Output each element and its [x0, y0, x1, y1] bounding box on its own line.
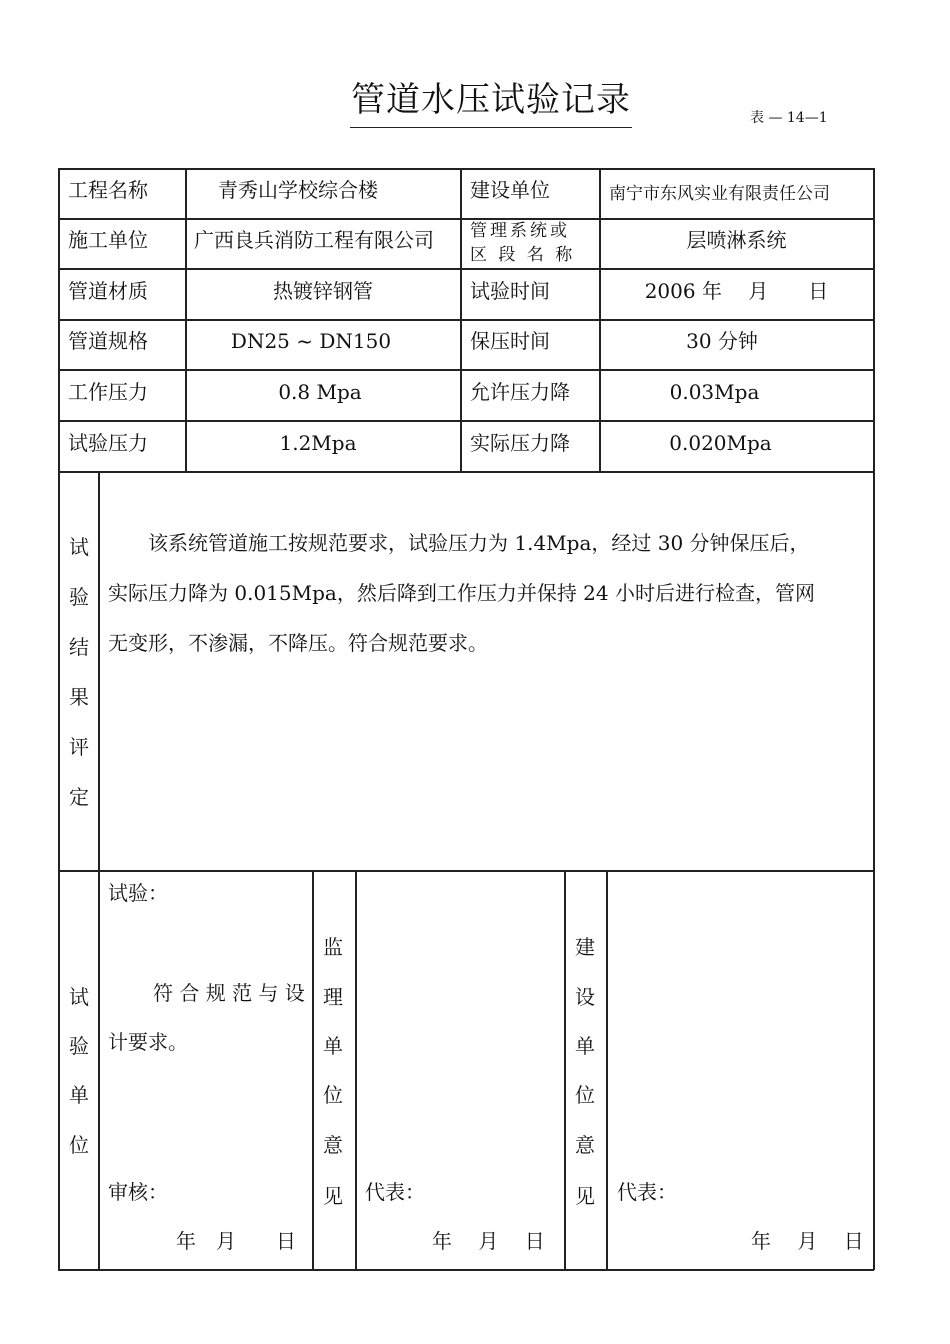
actual-drop-label: 实际压力降: [470, 431, 570, 455]
owner-unit-label: 建设单位: [470, 178, 550, 202]
system-section-label-line1: 管理系统或: [470, 221, 570, 241]
result-text-line: 无变形，不渗漏，不降压。符合规范要求。: [108, 631, 488, 655]
contractor-label: 施工单位: [68, 228, 148, 252]
owner-label-char: 设: [575, 985, 595, 1009]
result-label-char: 试: [69, 535, 89, 559]
owner-label-char: 建: [575, 935, 595, 959]
form-number: 表 — 14—1: [750, 110, 828, 126]
pipe-spec-label: 管道规格: [68, 329, 148, 353]
result-text-line: 实际压力降为 0.015Mpa，然后降到工作压力并保持 24 小时后进行检查，管网: [108, 581, 815, 605]
test-time-value: 2006 年 月 日: [644, 279, 829, 303]
test-date: 年 月 日: [176, 1229, 296, 1253]
result-label-char: 结: [69, 635, 89, 659]
project-name-value: 青秀山学校综合楼: [218, 178, 378, 202]
working-pressure-label: 工作压力: [68, 380, 148, 404]
hold-time-value: 30 分钟: [686, 329, 758, 353]
result-label-char: 定: [69, 785, 89, 809]
actual-drop-value: 0.020Mpa: [669, 431, 772, 455]
conclusion-text: 计要求。: [108, 1030, 188, 1054]
supervisor-representative-label: 代表：: [365, 1180, 425, 1204]
supervisor-label-char: 单: [323, 1034, 343, 1058]
pipe-material-value: 热镀锌钢管: [273, 279, 373, 303]
review-signature-label: 审核：: [108, 1180, 168, 1204]
owner-label-char: 单: [575, 1034, 595, 1058]
owner-representative-label: 代表：: [617, 1180, 677, 1204]
test-time-label: 试验时间: [470, 279, 550, 303]
test-unit-label-char: 单: [69, 1083, 89, 1107]
test-signature-label: 试验：: [108, 881, 168, 905]
hold-time-label: 保压时间: [470, 329, 550, 353]
supervisor-label-char: 监: [323, 935, 343, 959]
conclusion-text: 符 合 规 范 与 设: [153, 981, 305, 1005]
owner-label-char: 意: [575, 1133, 595, 1157]
result-label-char: 评: [69, 735, 89, 759]
system-section-label-line2: 区 段 名 称: [470, 245, 576, 265]
allowed-drop-label: 允许压力降: [470, 380, 570, 404]
pipe-spec-value: DN25 ~ DN150: [230, 329, 392, 353]
test-pressure-label: 试验压力: [68, 431, 148, 455]
owner-label-char: 位: [575, 1083, 595, 1107]
supervisor-date: 年 月 日: [432, 1229, 545, 1253]
pipe-material-label: 管道材质: [68, 279, 148, 303]
supervisor-label-char: 位: [323, 1083, 343, 1107]
owner-unit-value: 南宁市东风实业有限责任公司: [609, 184, 830, 204]
result-label-char: 验: [69, 585, 89, 609]
contractor-value: 广西良兵消防工程有限公司: [194, 228, 434, 252]
owner-label-char: 见: [575, 1184, 595, 1208]
system-section-value: 层喷淋系统: [686, 228, 787, 252]
test-unit-label-char: 试: [69, 985, 89, 1009]
result-label-char: 果: [69, 685, 89, 709]
test-pressure-value: 1.2Mpa: [279, 431, 357, 455]
project-name-label: 工程名称: [68, 178, 148, 202]
result-text-line: 该系统管道施工按规范要求，试验压力为 1.4Mpa，经过 30 分钟保压后，: [108, 531, 810, 555]
supervisor-label-char: 意: [323, 1133, 343, 1157]
working-pressure-value: 0.8 Mpa: [278, 380, 362, 404]
allowed-drop-value: 0.03Mpa: [669, 380, 760, 404]
supervisor-label-char: 见: [323, 1184, 343, 1208]
document-title: 管道水压试验记录: [350, 72, 632, 128]
test-unit-label-char: 位: [69, 1133, 89, 1157]
supervisor-label-char: 理: [323, 985, 343, 1009]
test-unit-label-char: 验: [69, 1034, 89, 1058]
owner-date: 年 月 日: [751, 1229, 864, 1253]
